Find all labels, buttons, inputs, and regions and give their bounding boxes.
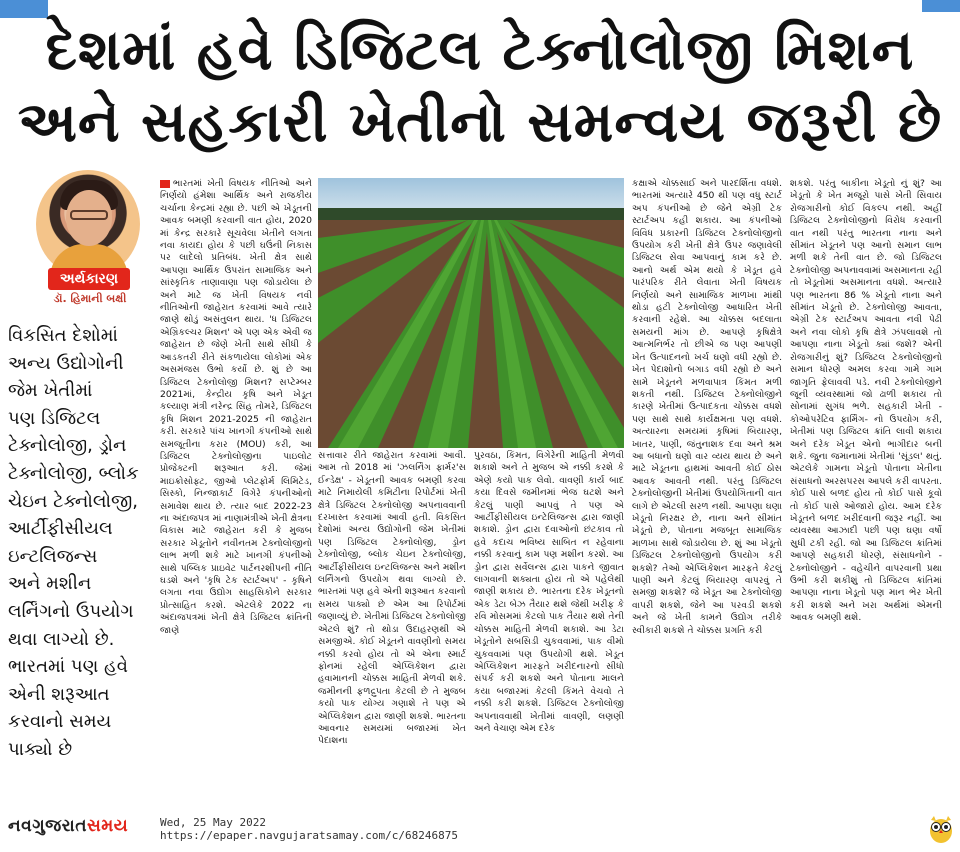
column-start-marker <box>160 180 170 188</box>
pull-quote-line: એની શરૂઆત <box>8 683 110 705</box>
pull-quote-line: ભારતમાં પણ હવે <box>8 656 129 678</box>
farm-field-photo <box>318 178 624 448</box>
article-column-1-text: ભારતમાં ખેતી વિષયક નીતિઓ અને નિર્ણયો હંમેશા આર્થિક અને રાજકીય ચર્ચાના કેન્દ્રમાં રહ્યા છે. પછી એ ખેડૂતની આવક બમણી કરવાની વાત હોય, 2020 માં કેન્દ્ર સરકારે સૂચવેલા ખેતીને લગતા નવા કાયદા હોય કે પછી ઘઉંની નિકાસ પર લાદેલો પ્રતિબંધ. ખેતી ક્ષેત્ર સાથે આપણા આર્થિક ઉપરાંત સામાજિક અને સાંસ્કૃતિક તાણાવાણા પણ જોડાયેલા છે અને માટે જ ખેતી વિષયક નવી નીતિઓની જાહેરાત કરવામાં આવે ત્યારે જાણે થોડું અસંતુલન થાય. 'ધ ડિજિટલ એગ્રિકલ્ચર મિશન' એ પણ એક એવી જ જાહેરાત છે જેણે ખેતી સાથે સીધી કે આડકતરી રીતે સંકળાયેલા લોકોમાં એક અસમંજસ ઉભો કર્યો છે. શું છે આ ડિજિટલ ટેક્નોલોજી મિશન? સપ્ટેમ્બર 2021માં, કેન્દ્રીય કૃષિ અને ખેડૂત કલ્યાણ મંત્રી નરેન્દ્ર સિંહ તોમરે, ડિજિટલ કૃષિ મિશન 2021-2025 ની જાહેરાત કરી. સરકારે પાંચ ખાનગી કંપનીઓ સાથે સમજૂતીના કરાર (MOU) કરી, આ ડિજિટલ ટેક્નોલોજીના પાઇલોટ પ્રોજેક્ટની શરૂઆત કરી. જેમાં માઇક્રોસોફ્ટ, જીઓ પ્લેટફોર્મ લિમિટેડ, સિસ્કો, નિન્જાકાર્ટ વિગેરે કંપનીઓનો સમાવેશ થાય છે. ત્યાર બાદ 2022-23 ના અંદાજપત્ર માં નાણામંત્રીએ ખેતી ક્ષેત્રના વિકાસ માટે જાહેરાત કરી કે મુજબ સરકાર ખેડૂતોને નવીનતમ ટેક્નોલોજીનો લાભ મળી શકે માટે ખાનગી કંપનીઓ સાથે પબ્લિક પ્રાઇવેટ પાર્ટનરશીપની નીતિ ઘડશે અને 'કૃષિ ટેક સ્ટાર્ટઅપ' - કૃષિને લગતા નવા ઉદ્યોગ સાહસિકોને સરકાર પ્રોત્સાહિત કરશે. એટલેકે 2022 ના અંદાજપત્રમાં ખેતી ક્ષેત્રે ડિજિટલ ક્રાંતિની જાણે <box>160 178 312 636</box>
pull-quote-line: જેમ ખેતીમાં <box>8 380 93 402</box>
author-photo <box>36 170 140 278</box>
article-column-3: પુરવઠા, કિંમત, વિગેરેની માહિતી મેળવી શકાશે અને તે મુજબ એ નક્કી કરશે કે એણે કયો પાક લેવો. વાવણી કાર્ય બાદ કયા દિવસે જમીનમાં ભેજ ઘટશે અને કેટલું પાણી આપવું તે પણ એ આર્ટીફીસીયલ ઇન્ટેલિજન્સ દ્વારા જાણી શકાશે. ડ્રોન દ્વારા દવાઓનો છંટકાવ તો હવે કદાચ ભવિષ્ય સાબિત ન રહેવાના નક્કી કરવાનું કામ પણ મશીન કરશે. આ ડ્રોન દ્વારા સર્વેલન્સ દ્વારા પાકને જીવાત લાગવાની શક્યતા હોય તો એ પહેલેથી જાણી શકાય છે. ભારતના દરેક ખેડૂતનો એક ડેટા બેઝ તૈયાર થશે જેથી ખરીફ કે રવિ મોસમમાં કેટલો પાક તૈયાર થશે તેની ચોક્કસ માહિતી મેળવી શકાશે. આ ડેટા ખેડૂતોને સબસિડી ચુકવવામાં, પાક વીમો ચુકવવામાં પણ ઉપયોગી થશે. ખેડૂત એપ્લિકેશન મારફતે ખરીદનારનો સીધો સંપર્ક કરી શકશે અને પોતાના માલને કયા બજારમાં કેટલી કિંમતે વેચવો તે નક્કી કરી શકશે. ડિજિટલ ટેક્નોલોજી અપનાવવાથી ખેતીમાં વાવણી, લણણી અને વેચાણ એમ દરેક <box>474 450 624 734</box>
pull-quote-line: અન્ય ઉદ્યોગોની <box>8 352 124 374</box>
section-badge: અર્થકારણ <box>48 268 130 290</box>
pull-quote-line: ટેક્નોલોજી, ડ્રોન <box>8 435 127 457</box>
owl-icon <box>928 814 954 844</box>
pull-quote <box>8 322 153 764</box>
pull-quote-line: કરવાનો સમય <box>8 711 112 733</box>
article-column-4: કક્ષાએ ચોક્કસાઈ અને પારદર્શિતા વધશે. ભારતમાં અત્યારે 450 થી પણ વધુ સ્ટાર્ટ અપ કંપનીઓ છે જેને એગ્રી ટેક સ્ટાર્ટઅપ કહી શકાય. આ કંપનીઓ વિવિધ પ્રકારની ડિજિટલ ટેક્નોલોજીનો ઉપયોગ કરી ખેતી ક્ષેત્રે ઉપર જણાવેલી ડિજિટલ સેવા આપવાનું કામ કરે છે. આનો અર્થ એમ થયો કે ખેડૂત હવે પારંપરિક રીતે લેવાતા ખેતી વિષયક નિર્ણયો અને સામાજિક માળખા માંથી થોડા હટી ટેક્નોલોજી આધારિત ખેતી કરવાની રહેશે. આ ચોક્કસ બદલાતા સમયની માંગ છે. આપણે કૃષિક્ષેત્રે આત્મનિર્ભર તો છીએ જ પણ આપણી ખેત ઉત્પાદનનો ખર્ચ ઘણો વધી રહ્યો છે. ખેત પેદાશોનો બગાડ વધી રહ્યો છે અને સામે ખેડૂતને મળવાપાત્ર કિંમત મળી શકતી નથી. ડિજિટલ ટેક્નોલોજીને કારણે ખેતીમાં ઉત્પાદકતા ચોક્કસ વધશે પણ સાથે સાથે કાર્યક્ષમતા પણ વધશે. અત્યારના સમયમાં કૃષિમાં બિયારણ, ખાતર, પાણી, જંતુનાશક દવા અને શ્રમ આ બધાનો ઘણો વાર વ્યય થાય છે અને માટે ખેડૂતના હાથમાં આવતી કોઈ ઠોસ આવક આવતી નથી. પરંતુ ડિજિટલ ટેક્નોલોજીની ખેતીમાં ઉપયોગિતાની વાત લાગે છે એટલી સરળ નથી. આપણા ઘણા ખેડૂતો નિરક્ષર છે, નાના અને સીમાંત ખેડૂતો છે, પોતાના મજબૂત સામાજિક માળખા સાથે જોડાયેલા છે. શું આ ખેડૂતો ડિજિટલ ટેક્નોલોજીનો ઉપયોગ કરી શકશે? તેઓ એપ્લિકેશન મારફતે કેટલું પાણી અને કેટલું બિયારણ વાપરવું તે સમજી શકશે? જે ખેડૂત આ ટેક્નોલોજી વાપરી શકશે, જેને આ પરવડી શકશે અને જે ખેતી કામને ઉદ્યોગ તરીકે સ્વીકારી શકશે તે ચોક્કસ પ્રગતિ કરી <box>632 178 782 636</box>
author-photo-glasses <box>70 210 108 220</box>
headline <box>0 12 960 162</box>
epaper-link[interactable]: https://epaper.navgujaratsamay.com/c/68246875 <box>160 829 459 842</box>
article-column-1 <box>160 178 312 796</box>
article-column-5: શકશે. પરંતુ બાકીના ખેડૂતો નું શું? આ ખેડૂતો કે ખેત મજૂરો પાસે ખેતી સિવાય રોજગારીનો કોઈ વિકલ્પ નથી. અહીં ડિજિટલ ટેક્નોલોજીનો વિરોધ કરવાની વાત નથી પરંતુ ભારતના નાના અને સીમાંત ખેડૂતને પણ આનો સમાન લાભ મળી શકે તેની વાત છે. જો ડિજિટલ ટેક્નોલોજી અપનાવવામાં અસમાનતા રહી તો ખેડૂતોમાં અસમાનતા વધશે. અત્યારે પણ ભારતના 86 % ખેડૂતો નાના અને સીમાંત ખેડૂતો છે. ટેક્નોલોજી આવતા, એગ્રી ટેક સ્ટાર્ટઅપ આવતા નવી પેઢી અને નવા લોકો કૃષિ ક્ષેત્રે ઝંપલાવશે તો આપણા નાના ખેડૂતો ક્યાં જશે? એની રોજગારીનું શું? ડિજિટલ ટેક્નોલોજીનો સમાન ધોરણે અમલ કરવા ગામે ગામ જાગૃતિ ફેલાવવી પડે. નવી ટેક્નોલોજીને જૂની વ્યવસ્થામાં જો ઢાળી શકાય તો સોનામાં સુગંધ ભળે. સહકારી ખેતી - કોઓપરેટિવ ફાર્મિંગ- નો ઉપયોગ કરી, ખેતીમાં પણ ડિજિટલ ક્રાંતિ લાવી શકાય અને દરેક ખેડૂત એનો ભાગીદાર બની શકે. જુના જમાનામાં ખેતીમાં 'સૂંડલ' થતું. એટલેકે ગામના ખેડૂતો પોતાના ખેતીના સંસાધનો અરસપરસ આપલે કરી વાપરતા. કોઈ પાસે બળદ હોય તો કોઈ પાસે કૂવો તો કોઈ પાસે ઓજારો હોય. આમ દરેક ખેડૂતને બળદ ખરીદવાની જરૂર નહીં. આ વ્યવસ્થા આઝાદી પછી પણ ઘણા વર્ષો સુધી ટકી રહી. જો આ ડિજિટલ ક્રાંતિમાં આપણે સહકારી ધોરણે, સંસાધનોને - ટેક્નોલોજીને - વહેચીને વાપરવાની પ્રથા ઉભી કરી શકીશું તો ડિજિટલ ક્રાંતિમાં આપણા નાના ખેડૂતો પણ માન ભેર ખેતી કરી શકશે અને ખરા અર્થમાં એમની આવક બમણી થશે. <box>790 178 942 624</box>
pull-quote-line: અને મશીન <box>8 573 92 595</box>
pull-quote-line: આર્ટીફીસીયલ <box>8 518 113 540</box>
author-name: ડૉ. હિમાની બક્ષી <box>53 292 127 305</box>
newspaper-logo[interactable] <box>8 816 128 836</box>
farm-field-illustration <box>318 178 624 448</box>
pull-quote-line: લર્નિંગનો ઉપયોગ <box>8 600 134 622</box>
article-column-2: સત્તાવાર રીતે જાહેરાત કરવામાં આવી. આમ તો 2018 માં 'ઝલર્નિંગ ફાર્મર'સ ઈન્ડેક્ષ' - ખેડૂતની આવક બમણી કરવા માટે નિમાયેલી કમિટીના રિપોર્ટમાં ખેતી ક્ષેત્રે ડિજિટલ ટેક્નોલોજી અપનાવવાની દરખાસ્ત કરવામાં આવી હતી. વિકસિત દેશોમાં અન્ય ઉદ્યોગોની જેમ ખેતીમાં પણ ડિજિટલ ટેક્નોલોજી, ડ્રોન ટેક્નોલોજી, બ્લોક ચેઇન ટેક્નોલોજી, આર્ટીફીસીયલ ઇન્ટલિજન્સ અને મશીન લર્નિંગનો ઉપયોગ થવા લાગ્યો છે. ભારતમાં પણ હવે એની શરૂઆત કરવાનો સમય પાક્યો છે એમ આ રિપોર્ટમાં જણાવ્યું છે. ખેતીમાં ડિજિટલ ટેક્નોલોજી એટલે શું? તો થોડા ઉદાહરણથી એ સમજીએ. કોઈ ખેડૂતને વાવણીનો સમય નક્કી કરવો હોય તો એ એના સ્માર્ટ ફોનમાં રહેલી એપ્લિકેશન દ્વારા હવામાનની ચોક્કસ માહિતી મેળવી શકે. જમીનની ફળદ્રુપતા કેટલી છે તે મુજબ કયો પાક યોગ્ય ગણાશે તે પણ એ એપ્લિકેશન દ્વારા જાણી શકશે. ભારતના આવનાર સમયમાં બજારમાં ખેત પેદાશના <box>318 450 466 747</box>
publication-info <box>160 816 458 842</box>
logo-part-2: સમય <box>86 816 129 836</box>
corner-decoration-right <box>922 0 960 12</box>
pull-quote-line: ટેક્નોલોજી, બ્લોક <box>8 462 139 484</box>
logo-part-1: નવગુજરાત <box>8 816 87 836</box>
pull-quote-line: ઇન્ટલિજન્સ <box>8 545 98 567</box>
pull-quote-line: વિકસિત દેશોમાં <box>8 325 118 346</box>
pull-quote-line: ચેઇન ટેક્નોલોજી, <box>8 490 139 512</box>
headline-line-1: દેશમાં હવે ડિજિટલ ટેક્નોલોજી મિશન <box>45 18 915 83</box>
pull-quote-line: થવા લાગ્યો છે. <box>8 628 115 650</box>
headline-line-2: અને સહકારી ખેતીનો સમન્વય જરૂરી છે <box>17 90 943 155</box>
publication-date: Wed, 25 May 2022 <box>160 816 266 829</box>
pull-quote-line: પાક્યો છે <box>8 738 73 760</box>
footer <box>0 810 960 852</box>
pull-quote-line: પણ ડિજિટલ <box>8 407 101 429</box>
